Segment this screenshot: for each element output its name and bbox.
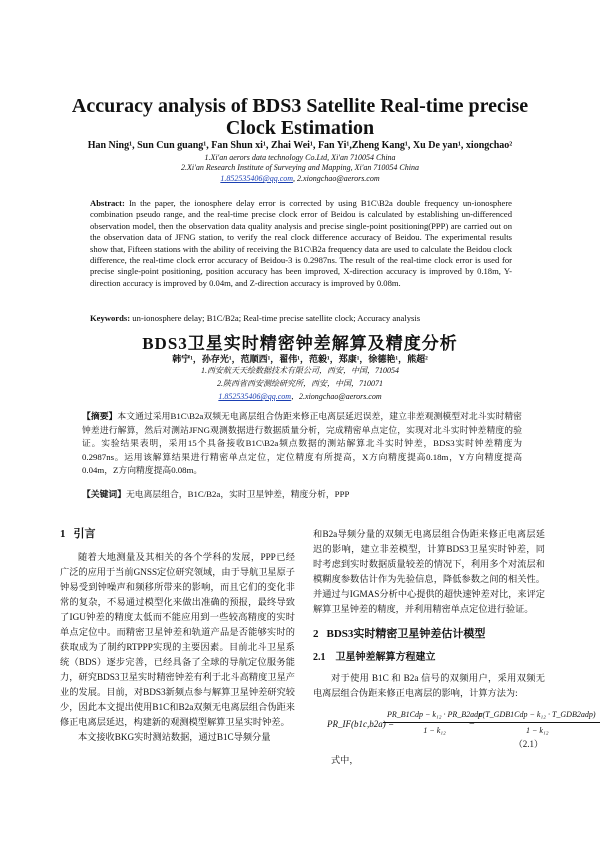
equation-fraction-2 bbox=[475, 707, 600, 738]
keywords-en-label: Keywords: bbox=[90, 313, 131, 323]
keywords-en-text: un-ionosphere delay; B1C/B2a; Real-time precise satellite clock; Accuracy analysis bbox=[132, 313, 421, 323]
equation-fraction-2-denominator: 1 − k₁₂ bbox=[526, 726, 549, 735]
body-column-left bbox=[60, 527, 295, 745]
equation-number: （2.1） bbox=[513, 739, 543, 749]
section-2-heading bbox=[313, 627, 545, 642]
body-column-right bbox=[313, 527, 596, 768]
section-1-number: 1 bbox=[60, 528, 66, 540]
email-link-en[interactable]: 1.852535406@qq.com bbox=[220, 174, 294, 183]
intro-paragraph-3: 和B2a导频分量的双频无电离层组合伪距来修正电离层延迟的影响，建立非差模型，计算BDS3卫星实时钟差，同时考虑到实时数据质量较差的情况下，利用多个对流层和模糊度参数估计作为先验信息，降低参数之间的相关性。并通过与IGMAS分析中心提供的超快速钟差对比，来评定解算卫星钟差的精度，并利用精密单点定位进行验证。 bbox=[313, 529, 545, 614]
section-2-1-title: 卫星钟差解算方程建立 bbox=[335, 652, 436, 663]
abstract-zh-label: 【摘要】 bbox=[82, 411, 118, 421]
equation-lhs: PR_IF(b1c,b2a) = bbox=[327, 719, 395, 729]
email-line-zh bbox=[0, 391, 600, 402]
email-rest-zh: ，2.xiongchao@aerors.com bbox=[291, 392, 382, 401]
abstract-zh-text: 本文通过采用B1C\B2a双频无电离层组合伪距来修正电离层延迟误差，建立非差观测模型对北斗实时精密钟差进行解算，然后对测站JFNG观测数据进行数据质量分析，完成精密单点定位，实现对北斗实时钟差精度的验证。实验结果表明，采用15个具备接收B1C\B2a频点数据的测站解算北斗实时钟差，BDS3实时钟差精度为0.2987ns。运用该解算结果进行精密单点定位，定位精度有所提高，X方向精度提高0.18m，Y方向精度提高0.04m，Z方向精度提高0.08m。 bbox=[82, 411, 522, 475]
intro-paragraph-2: 本文接收BKG实时测站数据，通过B1C导频分量 bbox=[78, 732, 271, 742]
abstract-en-label: Abstract: bbox=[90, 198, 125, 208]
paper-title-zh: BDS3卫星实时精密钟差解算及精度分析 bbox=[142, 334, 458, 353]
equation-fraction-1-denominator: 1 − k₁₂ bbox=[423, 726, 446, 735]
affiliation-en-1: 1.Xi'an aerors data technology Co.Ltd, Xi'an 710054 China bbox=[204, 153, 396, 162]
authors-zh: 韩宁¹，孙存光¹，范顺西¹，翟伟¹，范毅¹，郑康¹，徐德艳¹，熊超² bbox=[172, 354, 428, 364]
affiliation-zh-2: 2.陕西省西安测绘研究所，西安，中国，710071 bbox=[217, 379, 383, 388]
keywords-zh bbox=[82, 487, 522, 500]
affiliation-en-2: 2.Xi'an Research Institute of Surveying and Mapping, Xi'an 710054 China bbox=[181, 163, 419, 172]
abstract-zh bbox=[82, 410, 522, 478]
email-rest-en: , 2.xiongchao@aerors.com bbox=[293, 174, 380, 183]
section-1-heading bbox=[60, 527, 295, 542]
equation-fraction-1-numerator: PR_B1Cdp − k₁₂ · PR_B2adp bbox=[383, 707, 486, 723]
email-link-zh[interactable]: 1.852535406@qq.com bbox=[218, 392, 292, 401]
equation-2-1 bbox=[313, 707, 596, 751]
keywords-en bbox=[90, 313, 512, 323]
keywords-zh-text: 无电离层组合，B1C/B2a，实时卫星钟差，精度分析，PPP bbox=[126, 489, 350, 499]
keywords-zh-label: 【关键词】 bbox=[82, 489, 126, 499]
section-2-number: 2 bbox=[313, 628, 319, 640]
authors-en: Han Ning¹, Sun Cun guang¹, Fan Shun xi¹, Zhai Wei¹, Fan Yi¹,Zheng Kang¹, Xu De yan¹, xiongchao² bbox=[87, 140, 513, 151]
section-2-title: BDS3实时精密卫星钟差估计模型 bbox=[326, 628, 486, 640]
section-1-title: 引言 bbox=[73, 528, 96, 540]
email-line-en bbox=[0, 174, 600, 183]
equation-fraction-2-numerator: c(T_GDB1Cdp − k₁₂ · T_GDB2adp) bbox=[475, 707, 600, 723]
abstract-en bbox=[90, 198, 512, 289]
model-paragraph-1: 对于使用 B1C 和 B2a 信号的双频用户，采用双频无电离层组合伪距来修正电离层的影响，计算方法为: bbox=[313, 673, 545, 698]
equation-followup: 式中， bbox=[331, 755, 359, 765]
section-2-1-heading bbox=[313, 650, 545, 665]
paper-title-en: Accuracy analysis of BDS3 Satellite Real-time precise Clock Estimation bbox=[71, 95, 529, 139]
equation-minus: − bbox=[469, 719, 475, 730]
affiliation-zh-1: 1.西安航天天绘数据技术有限公司，西安，中国，710054 bbox=[201, 366, 399, 375]
abstract-en-text: In the paper, the ionosphere delay error is corrected by using B1C\B2a double frequency un-ionosphere combination pseudo range, and the real-time precise clock error of Beidou is calculated by establishing un-differenced observation model, then the observation data quality analysis and precise single-point positioning(PPP) are carried out on the observation data of JFNG station, to verify the real clock difference accuracy of Beidou. The experimental results show that, Fifteen stations with the ability of receiving the B1C\B2a frequency data are used to calculate the Beidou clock difference, the real-time clock error accuracy of Beidou-3 is 0.2987ns. The result of the real-time clock error is used for precise single-point positioning, position accuracy has been improved, X-direction accuracy is improved by 0.18m, Y-direction accuracy is improved by 0.04m, and Z-direction accuracy is improved by 0.08m. bbox=[90, 198, 512, 288]
intro-paragraph-1: 随着大地测量及其相关的各个学科的发展，PPP已经广泛的应用于当前GNSS定位研究领域，由于导航卫星原子钟易受到钟噪声和频移所带来的影响，而且它们的变化非常的复杂，不易通过模型化来做出准确的预报，最终导致了IGU钟差的精度太低而不能应用到一些较高精度的实时单点定位中。而精密卫星钟差和轨道产品是否能够实时的获取成为了制约RTPPP实现的主要因素。目前北斗卫星系统（BDS）逐步完善，已经具备了全球的导航定位服务能力，研究BDS3卫星实时精密钟差有利于北斗高精度卫星产业的发展。目前，对BDS3新频点参与解算卫星钟差研究较少，因此本文提出使用B1C和B2a双频无电离层组合伪距来修正电离层延迟，构建新的观测模型解算卫星实时钟差。 bbox=[60, 552, 295, 727]
section-2-1-number: 2.1 bbox=[313, 652, 326, 663]
